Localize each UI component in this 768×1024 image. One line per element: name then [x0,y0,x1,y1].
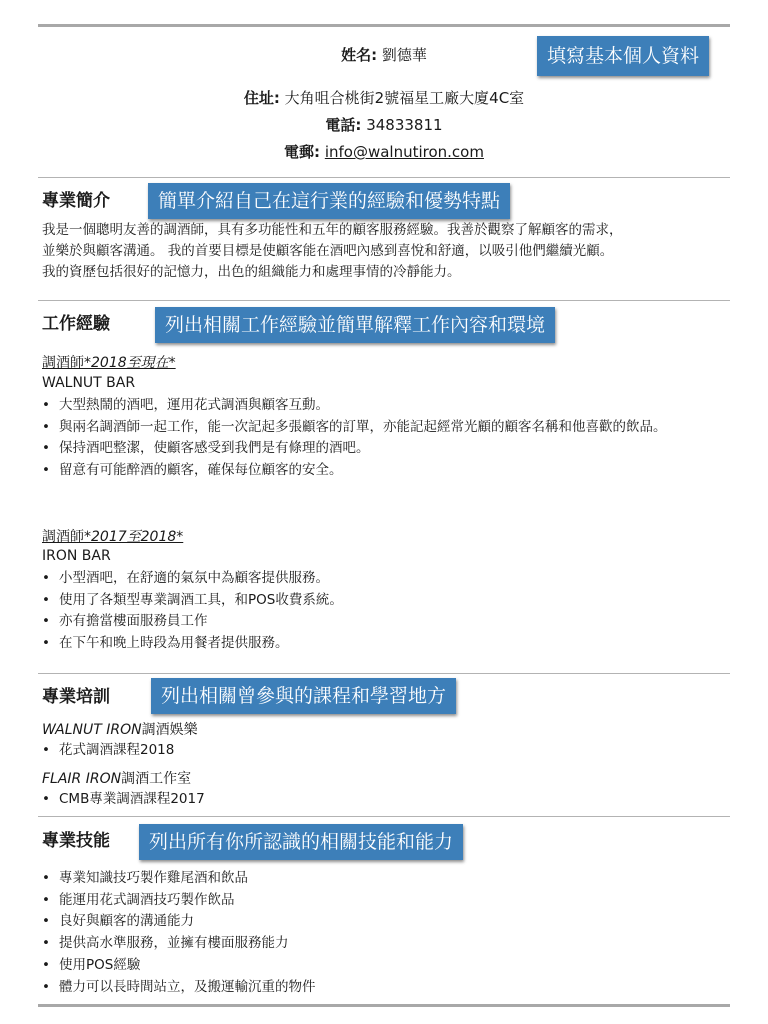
skills-title: 專業技能 [42,831,110,851]
job-1-heading [42,352,176,372]
list-item: • 良好與顧客的溝通能力 [42,911,722,933]
email-link[interactable]: info@walnutiron.com [324,143,484,161]
divider-skills [38,816,730,817]
training-1-courses [42,740,722,762]
name-value: 劉德華 [381,46,427,64]
training-1-org [42,719,198,739]
list-item: • 花式調酒課程2018 [42,740,722,762]
list-item: • 亦有擔當樓面服務員工作 [42,611,722,633]
list-item: • 與兩名調酒師一起工作，能一次記起多張顧客的訂單，亦能記起經常光顧的顧客名稱和他喜歡的飲品。 [42,417,722,439]
list-item: • 小型酒吧，在舒適的氣氛中為顧客提供服務。 [42,568,722,590]
list-item: • 保持酒吧整潔，使顧客感受到我們是有條理的酒吧。 [42,438,722,460]
bottom-divider [38,1004,730,1007]
job-1-company: WALNUT BAR [42,375,136,391]
training-1-brand: WALNUT IRON [42,722,142,738]
profile-title: 專業簡介 [42,191,110,211]
list-item: • 能運用花式調酒技巧製作飲品 [42,890,722,912]
profile-line: 我是一個聰明友善的調酒師，具有多功能性和五年的顧客服務經驗。我善於觀察了解顧客的需求， [42,222,623,238]
job-2-role: 調酒師 [42,529,84,545]
callout-basic-info: 填寫基本個人資料 [537,36,709,76]
list-item: • CMB專業調酒課程2017 [42,789,722,811]
divider-training [38,673,730,674]
address-line [38,87,730,108]
job-2-period: *2017至2018* [84,529,184,545]
job-2-bullets [42,568,722,655]
email-line [38,141,730,162]
list-item: • 提供高水準服務，並擁有樓面服務能力 [42,933,722,955]
training-2-suffix: 調酒工作室 [121,771,192,787]
training-1-suffix: 調酒娛樂 [141,722,198,738]
email-label: 電郵: [284,143,321,161]
job-2-company: IRON BAR [42,548,111,564]
job-1-bullets [42,395,722,482]
list-item: • 在下午和晚上時段為用餐者提供服務。 [42,633,722,655]
profile-paragraph [42,220,732,283]
training-2-courses [42,789,722,811]
training-title: 專業培訓 [42,687,110,707]
callout-experience: 列出相關工作經驗並簡單解釋工作內容和環境 [155,307,555,343]
name-label: 姓名: [341,46,378,64]
list-item: • 專業知識技巧製作雞尾酒和飲品 [42,868,722,890]
list-item: • 使用POS經驗 [42,955,722,977]
divider-profile [38,177,730,178]
callout-skills: 列出所有你所認識的相關技能和能力 [139,824,463,860]
callout-training: 列出相關曾參與的課程和學習地方 [151,678,456,714]
skills-list [42,868,722,998]
job-1-period: *2018至現在* [84,355,176,371]
job-2-heading [42,526,183,546]
profile-line: 並樂於與顧客溝通。 我的首要目標是使顧客能在酒吧內感到喜悅和舒適，以吸引他們繼續光顧。 [42,243,614,259]
profile-line: 我的資歷包括很好的記憶力，出色的組織能力和處理事情的冷靜能力。 [42,264,461,280]
phone-value: 34833811 [366,116,443,134]
address-value: 大角咀合桃街2號福星工廠大廈4C室 [284,89,525,107]
experience-title: 工作經驗 [42,314,110,334]
address-label: 住址: [243,89,280,107]
training-2-brand: FLAIR IRON [42,771,122,787]
training-2-org [42,768,191,788]
list-item: • 使用了各類型專業調酒工具，和POS收費系統。 [42,590,722,612]
job-1-role: 調酒師 [42,355,84,371]
list-item: • 留意有可能醉酒的顧客，確保每位顧客的安全。 [42,460,722,482]
top-divider [38,24,730,27]
divider-experience [38,300,730,301]
list-item: • 大型熱鬧的酒吧，運用花式調酒與顧客互動。 [42,395,722,417]
phone-label: 電話: [325,116,362,134]
callout-profile: 簡單介紹自己在這行業的經驗和優勢特點 [148,183,510,219]
list-item: • 體力可以長時間站立，及搬運輸沉重的物件 [42,977,722,999]
phone-line [38,114,730,135]
